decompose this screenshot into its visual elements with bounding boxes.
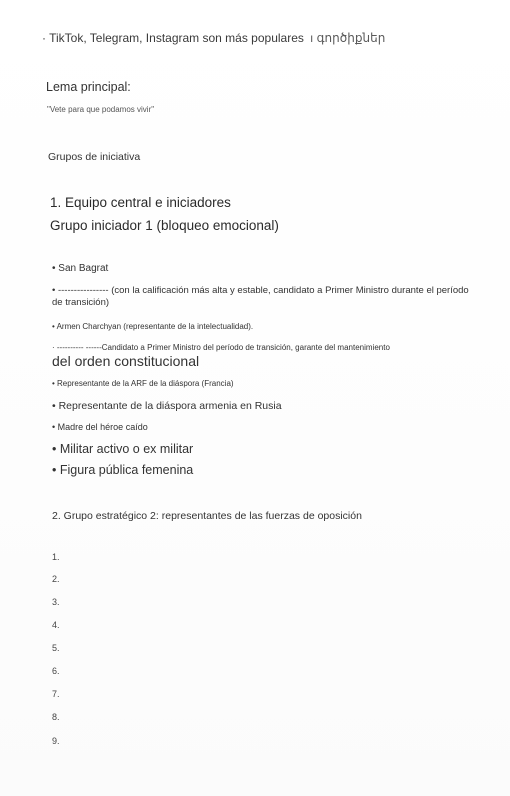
list-item: • ---------------- (con la calificación más alta y estable, candidato a Primer Ministro durante el período de transición) bbox=[52, 285, 469, 308]
section1-title: 1. Equipo central e iniciadores bbox=[50, 195, 231, 210]
group1-title: Grupo iniciador 1 (bloqueo emocional) bbox=[50, 218, 279, 233]
numbered-line: 4. bbox=[52, 620, 60, 630]
numbered-line: 3. bbox=[52, 597, 60, 607]
numbered-line: 8. bbox=[52, 712, 60, 722]
list-item: • Representante de la ARF de la diáspora (Francia) bbox=[52, 379, 234, 388]
numbered-line: 2. bbox=[52, 574, 60, 584]
header-text-left: · TikTok, Telegram, Instagram son más populares bbox=[42, 31, 304, 45]
list-item: • Armen Charchyan (representante de la intelectualidad). bbox=[52, 322, 254, 331]
header-text-right: ı գործիքներ bbox=[310, 31, 386, 45]
list-item: del orden constitucional bbox=[52, 353, 200, 369]
section2-title: 2. Grupo estratégico 2: representantes de las fuerzas de oposición bbox=[52, 510, 362, 522]
list-item: • San Bagrat bbox=[52, 263, 109, 274]
list-item: • Militar activo o ex militar bbox=[52, 442, 194, 456]
list-item: • Madre del héroe caído bbox=[52, 422, 148, 432]
numbered-line: 5. bbox=[52, 643, 60, 653]
groups-title: Grupos de iniciativa bbox=[48, 151, 141, 163]
numbered-line: 9. bbox=[52, 736, 60, 746]
numbered-line: 6. bbox=[52, 666, 60, 676]
list-item: · ---------- ------Candidato a Primer Ministro del período de transición, garante del mantenimiento bbox=[52, 343, 390, 352]
numbered-line: 1. bbox=[52, 552, 60, 562]
numbered-line: 7. bbox=[52, 689, 60, 699]
list-item: • Figura pública femenina bbox=[52, 463, 194, 477]
motto-text: "Vete para que podamos vivir" bbox=[47, 105, 155, 114]
list-item: • Representante de la diáspora armenia en Rusia bbox=[52, 400, 282, 412]
motto-label: Lema principal: bbox=[46, 80, 131, 94]
